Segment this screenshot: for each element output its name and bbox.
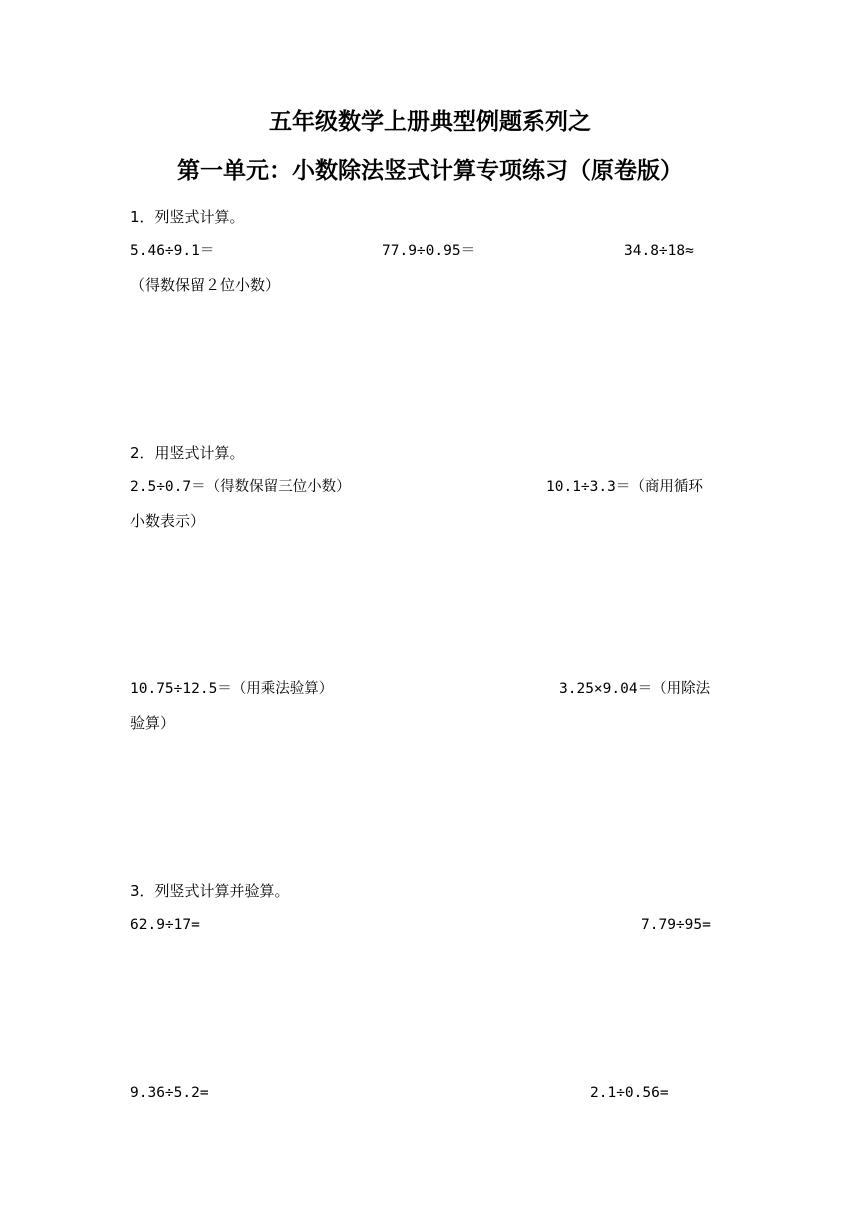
q1-problem-c-note: （得数保留２位小数）: [130, 276, 281, 294]
question-2-heading: 2．用竖式计算。: [130, 444, 245, 462]
q3-problem-b: 7.79÷95=: [641, 917, 711, 933]
q3-problem-c: 9.36÷5.2=: [130, 1085, 209, 1101]
document-title: 五年级数学上册典型例题系列之: [269, 109, 591, 135]
q3-problem-d: 2.1÷0.56=: [590, 1085, 669, 1101]
q2-problem-a: 2.5÷0.7＝（得数保留三位小数）: [130, 479, 351, 495]
q2-problem-d: 3.25×9.04＝（用除法: [559, 681, 711, 697]
document-subtitle: 第一单元：小数除法竖式计算专项练习（原卷版）: [177, 158, 683, 184]
q1-problem-b: 77.9÷0.95＝: [382, 243, 476, 259]
question-3-heading: 3．列竖式计算并验算。: [130, 882, 290, 900]
q3-problem-a: 62.9÷17=: [130, 917, 200, 933]
q2-problem-d-continued: 验算）: [130, 714, 176, 732]
question-1-heading: 1．列竖式计算。: [130, 208, 245, 226]
q2-problem-c: 10.75÷12.5＝（用乘法验算）: [130, 681, 334, 697]
q1-problem-a: 5.46÷9.1＝: [130, 243, 215, 259]
q2-problem-b-continued: 小数表示）: [130, 512, 206, 530]
q1-problem-c: 34.8÷18≈: [624, 243, 694, 259]
q2-problem-b: 10.1÷3.3＝（商用循环: [546, 479, 703, 495]
